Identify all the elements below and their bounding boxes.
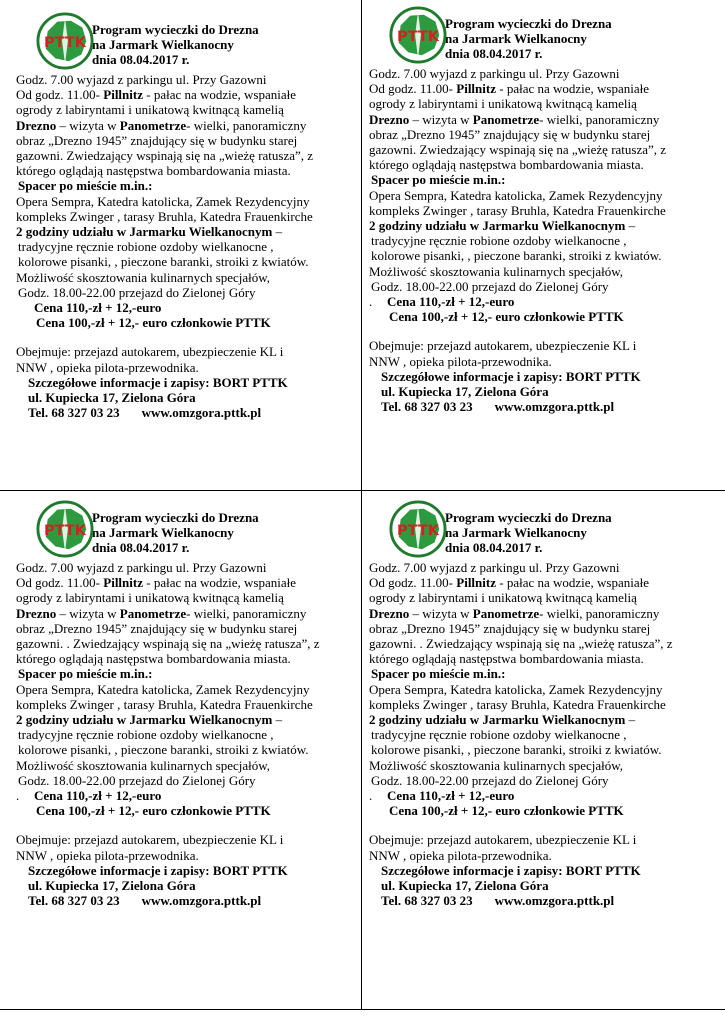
info-line: Szczegółowe informacje i zapisy: BORT PTTK [381, 862, 641, 878]
title-line-2: na Jarmark Wielkanocny [445, 525, 587, 540]
mozliwosc-line: Możliwość skosztowania kulinarnych specjałów, [16, 757, 271, 773]
return-line: Godz. 18.00-22.00 przejazd do Zielonej Góry [371, 772, 609, 788]
mozliwosc-line: Możliwość skosztowania kulinarnych specjałów, [369, 757, 624, 773]
address-line: ul. Kupiecka 17, Zielona Góra [381, 384, 549, 400]
includes-line-1: Obejmuje: przejazd autokarem, ubezpieczenie KL i [16, 832, 284, 848]
title-line-3: dnia 08.04.2017 r. [92, 52, 190, 67]
bombing-line: którego oglądają następstwa bombardowania miasta. [369, 157, 644, 173]
departure-line: Godz. 7.00 wyjazd z parkingu ul. Przy Gazowni [16, 72, 267, 87]
obraz-line: obraz „Drezno 1945” znajdujący się w budynku starej [16, 620, 298, 636]
ozdoby-line: tradycyjne ręcznie robione ozdoby wielkanocne , [18, 727, 274, 743]
flyer-title [445, 500, 719, 560]
walk-heading: Spacer po mieście m.in.: [18, 666, 153, 682]
title-line-3: dnia 08.04.2017 r. [445, 540, 543, 555]
includes-line-1: Obejmuje: przejazd autokarem, ubezpieczenie KL i [369, 832, 637, 848]
pttk-logo-icon [36, 500, 94, 558]
jarmark-line: 2 godziny udziału w Jarmarku Wielkanocnym – [369, 218, 636, 234]
walk-heading: Spacer po mieście m.in.: [371, 666, 506, 682]
gardens-line: ogrody z labiryntami i unikatową kwitnącą kamelią [369, 590, 637, 606]
title-line-1: Program wycieczki do Drezna [92, 510, 259, 525]
flyer-title [92, 12, 366, 72]
price-line-1: Cena 110,-zł + 12,-euro [34, 300, 162, 316]
gardens-line: ogrody z labiryntami i unikatową kwitnącą kamelią [369, 96, 637, 112]
jarmark-line: 2 godziny udziału w Jarmarku Wielkanocnym – [16, 224, 283, 240]
pillnitz-line: Od godz. 11.00- Pillnitz - pałac na wodzie, wspaniałe [369, 575, 650, 591]
price-line-2: Cena 100,-zł + 12,- euro członkowie PTTK [36, 315, 271, 331]
title-line-1: Program wycieczki do Drezna [445, 16, 612, 31]
opera-line: Opera Sempra, Katedra katolicka, Zamek Rezydencyjny [16, 193, 310, 209]
walk-heading: Spacer po mieście m.in.: [18, 178, 153, 194]
bombing-line: którego oglądają następstwa bombardowania miasta. [16, 163, 291, 179]
pisanki-line: kolorowe pisanki, , pieczone baranki, stroiki z kwiatów. [18, 254, 309, 270]
contact-line: Tel. 68 327 03 23 www.omzgora.pttk.pl [381, 399, 615, 415]
spacer-gap [369, 818, 719, 832]
info-line: Szczegółowe informacje i zapisy: BORT PTTK [28, 862, 288, 878]
bombing-line: którego oglądają następstwa bombardowania miasta. [369, 651, 644, 667]
includes-line-2: NNW , opieka pilota-przewodnika. [369, 353, 552, 369]
jarmark-line: 2 godziny udziału w Jarmarku Wielkanocnym – [369, 712, 636, 728]
pttk-logo-icon [389, 6, 447, 64]
gazowni-line: gazowni. . Zwiedzający wspinają się na „wieżę ratusza”, z [16, 636, 320, 652]
flyer-card-3 [16, 500, 366, 908]
opera-line: Opera Sempra, Katedra katolicka, Zamek Rezydencyjny [369, 681, 663, 697]
obraz-line: obraz „Drezno 1945” znajdujący się w budynku starej [369, 126, 651, 142]
logo-text: PTTK [397, 28, 439, 45]
flyer-card-1 [16, 12, 366, 420]
gazowni-line: gazowni. Zwiedzający wspinają się na „wieżę ratusza”, z [369, 142, 667, 158]
departure-line: Godz. 7.00 wyjazd z parkingu ul. Przy Gazowni [369, 66, 620, 81]
opera-line: Opera Sempra, Katedra katolicka, Zamek Rezydencyjny [369, 187, 663, 203]
logo-text: PTTK [397, 522, 439, 539]
pillnitz-line: Od godz. 11.00- Pillnitz - pałac na wodzie, wspaniałe [369, 81, 650, 97]
title-line-1: Program wycieczki do Drezna [92, 22, 259, 37]
logo-text: PTTK [44, 34, 86, 51]
departure-line: Godz. 7.00 wyjazd z parkingu ul. Przy Gazowni [369, 560, 620, 575]
obraz-line: obraz „Drezno 1945” znajdujący się w budynku starej [16, 132, 298, 148]
title-line-3: dnia 08.04.2017 r. [92, 540, 190, 555]
cut-line-horizontal [0, 490, 725, 491]
pisanki-line: kolorowe pisanki, , pieczone baranki, stroiki z kwiatów. [18, 742, 309, 758]
includes-line-1: Obejmuje: przejazd autokarem, ubezpieczenie KL i [369, 338, 637, 354]
flyer-card-2 [369, 6, 719, 414]
pisanki-line: kolorowe pisanki, , pieczone baranki, stroiki z kwiatów. [371, 248, 662, 264]
contact-line: Tel. 68 327 03 23 www.omzgora.pttk.pl [381, 893, 615, 909]
obraz-line: obraz „Drezno 1945” znajdujący się w budynku starej [369, 620, 651, 636]
kompleks-line: kompleks Zwinger , tarasy Bruhla, Katedra Frauenkirche [369, 696, 666, 712]
address-line: ul. Kupiecka 17, Zielona Góra [381, 878, 549, 894]
ozdoby-line: tradycyjne ręcznie robione ozdoby wielkanocne , [371, 727, 627, 743]
address-line: ul. Kupiecka 17, Zielona Góra [28, 390, 196, 406]
return-line: Godz. 18.00-22.00 przejazd do Zielonej Góry [18, 772, 256, 788]
flyer-title [445, 6, 719, 66]
departure-line: Godz. 7.00 wyjazd z parkingu ul. Przy Gazowni [16, 560, 267, 575]
drezno-line: Drezno – wizyta w Panometrze- wielki, panoramiczny [16, 605, 307, 621]
gardens-line: ogrody z labiryntami i unikatową kwitnącą kamelią [16, 102, 284, 118]
drezno-line: Drezno – wizyta w Panometrze- wielki, panoramiczny [369, 111, 660, 127]
pillnitz-line: Od godz. 11.00- Pillnitz - pałac na wodzie, wspaniałe [16, 87, 297, 103]
walk-heading: Spacer po mieście m.in.: [371, 172, 506, 188]
drezno-line: Drezno – wizyta w Panometrze- wielki, panoramiczny [369, 605, 660, 621]
address-line: ul. Kupiecka 17, Zielona Góra [28, 878, 196, 894]
title-line-3: dnia 08.04.2017 r. [445, 46, 543, 61]
return-line: Godz. 18.00-22.00 przejazd do Zielonej Góry [371, 278, 609, 294]
contact-line: Tel. 68 327 03 23 www.omzgora.pttk.pl [28, 893, 262, 909]
title-line-2: na Jarmark Wielkanocny [445, 31, 587, 46]
flyer-title [92, 500, 366, 560]
spacer-gap [369, 324, 719, 338]
bombing-line: którego oglądają następstwa bombardowania miasta. [16, 651, 291, 667]
kompleks-line: kompleks Zwinger , tarasy Bruhla, Katedra Frauenkirche [16, 696, 313, 712]
opera-line: Opera Sempra, Katedra katolicka, Zamek Rezydencyjny [16, 681, 310, 697]
price-line-2: Cena 100,-zł + 12,- euro członkowie PTTK [389, 803, 624, 819]
return-line: Godz. 18.00-22.00 przejazd do Zielonej Góry [18, 284, 256, 300]
includes-line-2: NNW , opieka pilota-przewodnika. [16, 359, 199, 375]
flyer-card-4 [369, 500, 719, 908]
pttk-logo-icon [389, 500, 447, 558]
kompleks-line: kompleks Zwinger , tarasy Bruhla, Katedra Frauenkirche [369, 202, 666, 218]
includes-line-2: NNW , opieka pilota-przewodnika. [16, 847, 199, 863]
ozdoby-line: tradycyjne ręcznie robione ozdoby wielkanocne , [18, 239, 274, 255]
mozliwosc-line: Możliwość skosztowania kulinarnych specjałów, [16, 269, 271, 285]
ozdoby-line: tradycyjne ręcznie robione ozdoby wielkanocne , [371, 233, 627, 249]
spacer-gap [16, 330, 366, 344]
drezno-line: Drezno – wizyta w Panometrze- wielki, panoramiczny [16, 117, 307, 133]
kompleks-line: kompleks Zwinger , tarasy Bruhla, Katedra Frauenkirche [16, 208, 313, 224]
price-line-2: Cena 100,-zł + 12,- euro członkowie PTTK [389, 309, 624, 325]
cut-line-bottom [0, 1009, 725, 1010]
pillnitz-line: Od godz. 11.00- Pillnitz - pałac na wodzie, wspaniałe [16, 575, 297, 591]
gazowni-line: gazowni. Zwiedzający wspinają się na „wieżę ratusza”, z [16, 148, 314, 164]
includes-line-2: NNW , opieka pilota-przewodnika. [369, 847, 552, 863]
pttk-logo-icon [36, 12, 94, 70]
title-line-2: na Jarmark Wielkanocny [92, 37, 234, 52]
spacer-gap [16, 818, 366, 832]
price-line-1: . Cena 110,-zł + 12,-euro [16, 788, 162, 804]
price-line-1: . Cena 110,-zł + 12,-euro [369, 788, 515, 804]
title-line-2: na Jarmark Wielkanocny [92, 525, 234, 540]
price-line-1: . Cena 110,-zł + 12,-euro [369, 294, 515, 310]
price-line-2: Cena 100,-zł + 12,- euro członkowie PTTK [36, 803, 271, 819]
pisanki-line: kolorowe pisanki, , pieczone baranki, stroiki z kwiatów. [371, 742, 662, 758]
gazowni-line: gazowni. . Zwiedzający wspinają się na „wieżę ratusza”, z [369, 636, 673, 652]
logo-text: PTTK [44, 522, 86, 539]
jarmark-line: 2 godziny udziału w Jarmarku Wielkanocnym – [16, 712, 283, 728]
title-line-1: Program wycieczki do Drezna [445, 510, 612, 525]
gardens-line: ogrody z labiryntami i unikatową kwitnącą kamelią [16, 590, 284, 606]
info-line: Szczegółowe informacje i zapisy: BORT PTTK [381, 368, 641, 384]
contact-line: Tel. 68 327 03 23 www.omzgora.pttk.pl [28, 405, 262, 421]
mozliwosc-line: Możliwość skosztowania kulinarnych specjałów, [369, 263, 624, 279]
includes-line-1: Obejmuje: przejazd autokarem, ubezpieczenie KL i [16, 344, 284, 360]
info-line: Szczegółowe informacje i zapisy: BORT PTTK [28, 374, 288, 390]
